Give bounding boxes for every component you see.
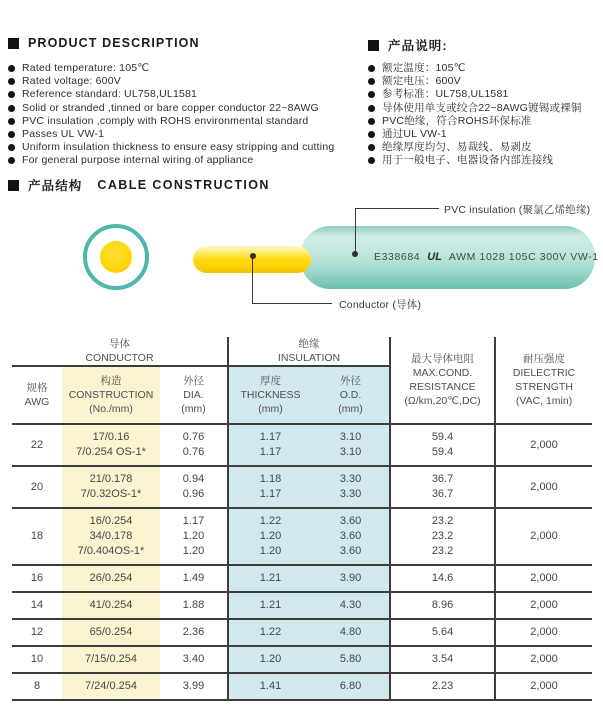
resistance-cell (390, 619, 495, 646)
dia-cell (160, 619, 228, 646)
awg-cell (12, 592, 62, 619)
dia-cell (160, 424, 228, 466)
dia-cell (160, 592, 228, 619)
spec-table-row (12, 565, 592, 592)
spec-table-row (12, 466, 592, 508)
dielectric-cell (495, 592, 592, 619)
insulation-group-en: INSULATION (277, 352, 341, 364)
od-header-en: O.D. (339, 389, 362, 401)
thickness-cell (228, 424, 312, 466)
dia-cell (160, 565, 228, 592)
construction-header-unit: (No./mm) (89, 403, 133, 415)
bullet-text: 导体使用单支或绞合22~8AWG镀锡或裸铜 (382, 101, 582, 114)
awg-cell (12, 466, 62, 508)
bullet-dot-icon (368, 118, 375, 125)
resistance-cell-value: 23.2 (431, 515, 454, 527)
thickness-cell-value: 1.21 (259, 572, 282, 584)
resistance-header-zh: 最大导体电阻 (411, 353, 475, 365)
bullet-item (8, 128, 360, 141)
construction-cell-value: 65/0.254 (89, 626, 133, 638)
pvc-callout-line (355, 208, 439, 209)
od-cell-value: 3.60 (339, 545, 362, 557)
od-header-unit: (mm) (338, 403, 363, 415)
awg-cell-value: 18 (30, 530, 44, 542)
thickness-cell-value: 1.20 (259, 545, 282, 557)
awg-cell-value: 10 (30, 653, 44, 665)
bullet-text: 参考标准：UL758,UL1581 (382, 88, 509, 101)
square-bullet-icon (8, 180, 19, 191)
dielectric-cell (495, 646, 592, 673)
conductor-group-zh: 导体 (109, 338, 130, 350)
bullet-text: PVC insulation ,comply with ROHS environmental standard (22, 114, 309, 127)
dia-cell-value: 3.40 (182, 653, 205, 665)
construction-cell (62, 592, 160, 619)
bullet-item (8, 115, 360, 128)
resistance-header-en1: MAX.COND. (412, 367, 473, 379)
resistance-cell-value: 5.64 (431, 626, 454, 638)
awg-header-en: AWG (24, 396, 50, 408)
bullet-dot-icon (8, 65, 15, 72)
bullet-dot-icon (8, 118, 15, 125)
dia-cell-value: 0.96 (182, 488, 205, 500)
dia-cell (160, 508, 228, 565)
thickness-cell-value: 1.22 (259, 515, 282, 527)
bullet-item (368, 75, 600, 88)
conductor-label: Conductor (导体) (339, 299, 422, 311)
thickness-cell-value: 1.20 (259, 653, 282, 665)
od-cell (312, 673, 390, 700)
construction-header-zh: 构造 (100, 375, 122, 387)
od-column-header (312, 366, 390, 424)
dia-cell-value: 1.88 (182, 599, 205, 611)
construction-cell (62, 646, 160, 673)
construction-cell-value: 7/0.404OS-1* (77, 545, 145, 557)
bullet-text: PVC绝缘，符合ROHS环保标准 (382, 114, 532, 127)
conductor-callout-line (252, 303, 332, 304)
thickness-header-zh: 厚度 (260, 375, 282, 387)
bullet-item (368, 102, 600, 115)
spec-table-row (12, 424, 592, 466)
od-cell (312, 508, 390, 565)
bullet-dot-icon (8, 131, 15, 138)
construction-cell (62, 619, 160, 646)
bullet-item (368, 154, 600, 167)
insulation-group-zh: 绝缘 (298, 338, 320, 350)
awg-cell-value: 8 (33, 680, 41, 692)
thickness-cell (228, 466, 312, 508)
construction-cell (62, 565, 160, 592)
dia-cell-value: 1.17 (182, 515, 205, 527)
bullet-item (368, 128, 600, 141)
resistance-cell-value: 36.7 (431, 473, 454, 485)
spec-table-row (12, 646, 592, 673)
resistance-cell-value: 59.4 (431, 431, 454, 443)
bullet-text: For general purpose internal wiring of appliance (22, 154, 254, 167)
bullet-item (368, 141, 600, 154)
conductor-callout-line (252, 257, 253, 304)
bullet-dot-icon (368, 131, 375, 138)
awg-cell (12, 619, 62, 646)
product-notes-title-text: 产品说明: (388, 39, 448, 53)
insulation-group-header (228, 337, 390, 366)
thickness-cell-value: 1.22 (259, 626, 282, 638)
dia-cell-value: 0.76 (182, 446, 205, 458)
construction-cell-value: 17/0.16 (92, 431, 130, 443)
thickness-cell (228, 646, 312, 673)
dia-column-header (160, 366, 228, 424)
thickness-cell-value: 1.17 (259, 446, 282, 458)
dielectric-cell (495, 424, 592, 466)
spec-table-row (12, 619, 592, 646)
thickness-cell (228, 673, 312, 700)
ul-certification-icon: UL (427, 251, 442, 263)
od-cell-value: 5.80 (339, 653, 362, 665)
dia-cell-value: 1.20 (182, 530, 205, 542)
awg-cell-value: 22 (30, 438, 44, 451)
bullet-text: 通过UL VW-1 (382, 128, 447, 141)
thickness-cell (228, 508, 312, 565)
resistance-header-unit: (Ω/km,20℃,DC) (404, 395, 481, 407)
construction-cell-value: 7/15/0.254 (85, 653, 137, 665)
dia-cell (160, 646, 228, 673)
product-description-title (8, 36, 200, 50)
bullet-dot-icon (368, 78, 375, 85)
od-cell-value: 3.10 (339, 446, 362, 458)
thickness-column-header (228, 366, 312, 424)
od-cell (312, 619, 390, 646)
resistance-cell (390, 592, 495, 619)
awg-cell (12, 565, 62, 592)
dielectric-header-en2: STRENGTH (515, 381, 573, 393)
resistance-cell-value: 23.2 (431, 545, 454, 557)
resistance-cell (390, 466, 495, 508)
cable-print-text (374, 251, 599, 263)
cable-cross-section-diagram (83, 224, 149, 290)
construction-cell-value: 16/0.254 (89, 515, 133, 527)
thickness-cell (228, 619, 312, 646)
construction-cell (62, 508, 160, 565)
bullet-item (8, 75, 360, 88)
dielectric-cell-value: 2,000 (530, 653, 558, 665)
dielectric-cell (495, 508, 592, 565)
product-description-title-text: PRODUCT DESCRIPTION (28, 36, 200, 50)
pvc-insulation-label: PVC insulation (聚氯乙烯绝缘) (444, 204, 591, 216)
cable-construction-title-zh: 产品结构 (28, 179, 83, 193)
thickness-cell (228, 565, 312, 592)
cable-print-e-number: E338684 (374, 251, 421, 263)
construction-cell-value: 26/0.254 (89, 572, 133, 584)
bullet-text: Uniform insulation thickness to ensure easy stripping and cutting (22, 141, 335, 154)
bullet-dot-icon (368, 65, 375, 72)
construction-column-header (62, 366, 160, 424)
construction-cell-value: 34/0.178 (89, 530, 133, 542)
bullet-item (368, 88, 600, 101)
dielectric-cell-value: 2,000 (530, 530, 558, 542)
bullet-dot-icon (8, 78, 15, 85)
conductor-callout-dot (250, 253, 256, 259)
dia-header-en: DIA. (183, 389, 204, 401)
thickness-cell-value: 1.20 (259, 530, 282, 542)
conductor-group-en: CONDUCTOR (85, 352, 154, 364)
bullet-dot-icon (8, 157, 15, 164)
resistance-cell-value: 3.54 (431, 653, 454, 665)
dia-header-unit: (mm) (181, 403, 206, 415)
construction-cell-value: 41/0.254 (89, 599, 133, 611)
dia-cell-value: 1.49 (182, 572, 205, 584)
resistance-cell (390, 673, 495, 700)
od-cell-value: 4.80 (339, 626, 362, 638)
dielectric-cell-value: 2,000 (530, 480, 558, 493)
resistance-cell-value: 2.23 (431, 680, 454, 692)
awg-cell (12, 508, 62, 565)
dielectric-cell-value: 2,000 (530, 599, 558, 611)
bullet-item (8, 154, 360, 167)
resistance-header-en2: RESISTANCE (409, 381, 476, 393)
bullet-text: Rated temperature: 105℃ (22, 62, 150, 74)
resistance-cell (390, 508, 495, 565)
dia-cell-value: 0.94 (182, 473, 205, 485)
dielectric-column-header (495, 337, 592, 424)
bullet-text: Solid or stranded ,tinned or bare copper conductor 22~8AWG (22, 101, 319, 114)
dielectric-cell-value: 2,000 (530, 438, 558, 451)
thickness-header-unit: (mm) (258, 403, 283, 415)
bullet-item (368, 62, 600, 75)
bullet-text: Rated voltage: 600V (22, 75, 121, 88)
square-bullet-icon (368, 40, 379, 51)
bullet-text: 额定电压：600V (382, 75, 461, 88)
od-cell (312, 424, 390, 466)
resistance-column-header (390, 337, 495, 424)
awg-cell-value: 20 (30, 480, 44, 493)
awg-cell-value: 14 (30, 599, 44, 611)
dia-cell (160, 673, 228, 700)
bullet-dot-icon (368, 91, 375, 98)
bullet-text: Reference standard: UL758,UL1581 (22, 88, 198, 101)
construction-cell-value: 7/0.254 OS-1* (76, 446, 146, 458)
resistance-cell (390, 565, 495, 592)
dielectric-cell (495, 673, 592, 700)
awg-cell-value: 16 (30, 572, 44, 584)
conductor-core-icon (100, 241, 132, 273)
dielectric-cell (495, 619, 592, 646)
thickness-cell-value: 1.21 (259, 599, 282, 611)
awg-cell (12, 673, 62, 700)
resistance-cell (390, 424, 495, 466)
bullet-text: 用于一般电子、电器设备内部连接线 (382, 154, 554, 167)
pvc-callout-dot (352, 251, 358, 257)
cable-print-spec: AWM 1028 105C 300V VW-1 (448, 251, 599, 263)
bullet-item (8, 62, 360, 75)
thickness-header-en: THICKNESS (240, 389, 301, 401)
bullet-dot-icon (8, 144, 15, 151)
od-cell (312, 466, 390, 508)
resistance-cell-value: 59.4 (431, 446, 454, 458)
od-cell-value: 3.90 (339, 572, 362, 584)
od-header-zh: 外径 (340, 375, 362, 387)
awg-header-zh: 规格 (26, 382, 48, 394)
od-cell-value: 3.10 (339, 431, 362, 443)
dielectric-cell (495, 565, 592, 592)
awg-column-header (12, 366, 62, 424)
pvc-callout-line (355, 208, 356, 254)
dielectric-cell-value: 2,000 (530, 572, 558, 584)
thickness-cell (228, 592, 312, 619)
thickness-cell-value: 1.17 (259, 488, 282, 500)
resistance-cell (390, 646, 495, 673)
bullet-item (8, 88, 360, 101)
od-cell-value: 6.80 (339, 680, 362, 692)
thickness-cell-value: 1.18 (259, 473, 282, 485)
bullet-text: 额定温度：105℃ (382, 62, 466, 74)
construction-cell-value: 7/0.32OS-1* (80, 488, 142, 500)
od-cell-value: 3.60 (339, 515, 362, 527)
thickness-cell-value: 1.41 (259, 680, 282, 692)
dia-cell-value: 1.20 (182, 545, 205, 557)
dielectric-cell-value: 2,000 (530, 680, 558, 692)
product-notes-title (368, 36, 448, 54)
bullet-dot-icon (8, 105, 15, 112)
bullet-text: 绝缘厚度均匀、易裁线、易剥皮 (382, 141, 532, 154)
bullet-dot-icon (368, 144, 375, 151)
construction-cell (62, 673, 160, 700)
od-cell-value: 3.60 (339, 530, 362, 542)
bullet-dot-icon (368, 157, 375, 164)
od-cell-value: 3.30 (339, 488, 362, 500)
bullet-item (8, 102, 360, 115)
od-cell (312, 646, 390, 673)
resistance-cell-value: 36.7 (431, 488, 454, 500)
od-cell-value: 4.30 (339, 599, 362, 611)
bullet-dot-icon (8, 91, 15, 98)
bullet-dot-icon (368, 105, 375, 112)
dielectric-header-unit: (VAC, 1min) (515, 395, 573, 407)
dielectric-cell-value: 2,000 (530, 626, 558, 638)
construction-cell (62, 466, 160, 508)
square-bullet-icon (8, 38, 19, 49)
construction-header-en: CONSTRUCTION (68, 389, 154, 401)
cable-construction-title (8, 176, 270, 194)
dia-cell-value: 3.99 (182, 680, 205, 692)
cable-construction-title-en: CABLE CONSTRUCTION (97, 178, 270, 192)
construction-cell (62, 424, 160, 466)
dielectric-cell (495, 466, 592, 508)
construction-cell-value: 21/0.178 (89, 473, 133, 485)
dielectric-header-en1: DIELECTRIC (512, 367, 576, 379)
awg-cell (12, 646, 62, 673)
resistance-cell-value: 8.96 (431, 599, 454, 611)
thickness-cell-value: 1.17 (259, 431, 282, 443)
spec-table-row (12, 508, 592, 565)
resistance-cell-value: 14.6 (431, 572, 454, 584)
od-cell-value: 3.30 (339, 473, 362, 485)
product-notes-list (368, 62, 600, 168)
od-cell (312, 592, 390, 619)
dia-cell (160, 466, 228, 508)
bullet-item (368, 115, 600, 128)
resistance-cell-value: 23.2 (431, 530, 454, 542)
od-cell (312, 565, 390, 592)
bullet-text: Passes UL VW-1 (22, 128, 105, 141)
awg-cell-value: 12 (30, 626, 44, 638)
specification-table (12, 337, 592, 701)
conductor-group-header (12, 337, 228, 366)
construction-cell-value: 7/24/0.254 (85, 680, 137, 692)
dielectric-header-zh: 耐压强度 (523, 353, 566, 365)
dia-cell-value: 0.76 (182, 431, 205, 443)
spec-table-row (12, 592, 592, 619)
dia-header-zh: 外径 (183, 375, 204, 387)
bullet-item (8, 141, 360, 154)
awg-cell (12, 424, 62, 466)
dia-cell-value: 2.36 (182, 626, 205, 638)
product-description-list (8, 62, 360, 168)
spec-table-row (12, 673, 592, 700)
